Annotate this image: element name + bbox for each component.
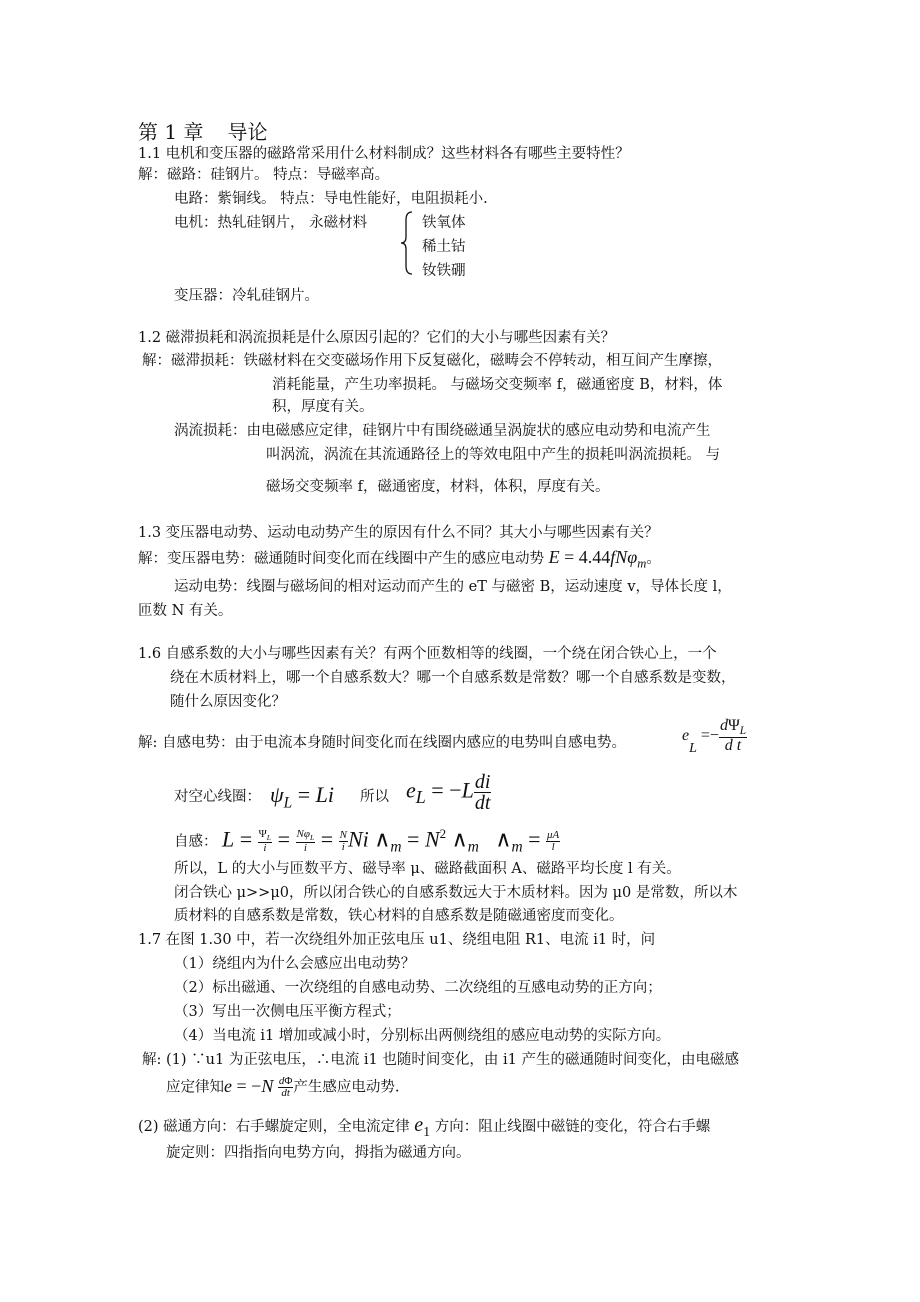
question-1-3: 1.3 变压器电动势、运动电动势产生的原因有什么不同？其大小与哪些因素有关？ — [138, 525, 659, 541]
q1-answer-line1: 解：磁路：硅钢片。 特点：导磁率高。 — [138, 167, 390, 183]
q2-answer-line: 消耗能量，产生功率损耗。 与磁场交变频率 f，磁通密度 B，材料，体 — [272, 377, 723, 393]
question-1-1: 1.1 电机和变压器的磁路常采用什么材料制成？这些材料各有哪些主要特性？ — [138, 146, 630, 162]
material-brace — [400, 210, 414, 276]
q6-answer-line6: 质材料的自感系数是常数，铁心材料的自感系数是随磁通密度而变化。 — [174, 908, 624, 924]
q6-answer-line2: 对空心线圈： — [174, 789, 261, 805]
q1-answer-line2: 电路：紫铜线。 特点：导电性能好，电阻损耗小. — [174, 191, 488, 207]
q2-answer-line: 解：磁滞损耗：铁磁材料在交变磁场作用下反复磁化，磁畴会不停转动，相互间产生摩擦， — [142, 353, 722, 369]
q7-item: （4）当电流 i1 增加或减小时，分别标出两侧绕组的感应电动势的实际方向。 — [174, 1028, 671, 1044]
q2-answer-line: 涡流损耗：由电磁感应定律，硅钢片中有围绕磁通呈涡旋状的感应电动势和电流产生 — [174, 423, 711, 439]
material-item: 稀土钴 — [422, 239, 466, 255]
inductance-formula: L = $\frac{\Psi_L}{i}$ = $\frac{N\varphi_L}{i}$ = $\frac{N}{i}$ Ni $\wedge_m = N^2$ $\wedge_m$ $\wedge_m$ = $\frac{\mu A}{l}$ — [222, 826, 560, 856]
q7-item: （1）绕组内为什么会感应出电动势？ — [174, 956, 416, 972]
q6-answer-line1: 解: 自感电势：由于电流本身随时间变化而在线圈内感应的电势叫自感电势。 — [138, 735, 626, 751]
el-formula: $e_L = -L$ $\frac{di}{dt}$ — [406, 771, 491, 814]
q7-answer-2-line2: 旋定则：四指指向电势方向，拇指为磁通方向。 — [166, 1145, 471, 1161]
chapter-name: 导论 — [227, 120, 268, 144]
e1-symbol: $e_1$ — [414, 1114, 431, 1140]
q3-answer-line3: 匝数 N 有关。 — [138, 603, 233, 619]
q6-therefore: 所以 — [360, 789, 389, 805]
self-emf-formula: $e_L$ =− $\frac{d\Psi_L}{\text{d t}}$ — [682, 717, 746, 757]
material-item: 钕铁硼 — [422, 263, 466, 279]
q6-answer-line5: 闭合铁心 μ>>μ0，所以闭合铁心的自感系数远大于木质材料。因为 μ0 是常数，所以木 — [174, 885, 738, 901]
q7-item: （2）标出磁通、一次绕组的自感电动势、二次绕组的互感电动势的正方向； — [174, 980, 662, 996]
q7-item: （3）写出一次侧电压平衡方程式； — [174, 1004, 401, 1020]
q2-answer-line: 叫涡流，涡流在其流通路径上的等效电阻中产生的损耗叫涡流损耗。 与 — [266, 447, 721, 463]
q2-answer-line: 磁场交变频率 f，磁通密度，材料，体积，厚度有关。 — [266, 479, 610, 495]
q7-answer-1-line2: 应定律知e = −N $\frac{d\Phi}{dt}$ 产生感应电动势. — [166, 1075, 400, 1099]
question-1-6-line: 绕在木质材料上，哪一个自感系数大？哪一个自感系数是常数？哪一个自感系数是变数， — [170, 670, 736, 686]
chapter-number: 第 1 章 — [138, 120, 204, 144]
question-1-6-line: 1.6 自感系数的大小与哪些因素有关？有两个匝数相等的线圈，一个绕在闭合铁心上，一个 — [138, 646, 717, 662]
question-1-7: 1.7 在图 1.30 中，若一次绕组外加正弦电压 u1、绕组电阻 R1、电流 i1 时，问 — [138, 932, 656, 948]
q7-answer-2-line1: (2) 磁通方向：右手螺旋定则，全电流定律 $e_1$ 方向：阻止线圈中磁链的变化，符合右手螺 — [138, 1114, 711, 1140]
q1-answer-line3: 电机：热轧硅钢片， 永磁材料 — [174, 215, 368, 231]
emf-formula: E = 4.44fNφ$_m$ — [548, 547, 647, 571]
q2-answer-line: 积，厚度有关。 — [272, 399, 374, 415]
chapter-title — [138, 116, 267, 145]
q6-answer-line3: 自感： — [174, 834, 218, 850]
q7-answer-1-line1: 解: (1) ∵u1 为正弦电压，∴电流 i1 也随时间变化，由 i1 产生的磁通随时间变化，由电磁感 — [142, 1052, 739, 1068]
q1-answer-line4: 变压器：冷轧硅钢片。 — [174, 288, 319, 304]
q3-answer-line1: 解：变压器电势：磁通随时间变化而在线圈中产生的感应电动势 E = 4.44fNφ$_m$。 — [138, 547, 661, 571]
q6-answer-line4: 所以，L 的大小与匝数平方、磁导率 μ、磁路截面积 A、磁路平均长度 l 有关。 — [174, 861, 681, 877]
q3-answer-line2: 运动电势：线圈与磁场间的相对运动而产生的 eT 与磁密 B，运动速度 v，导体长度 l， — [174, 579, 732, 595]
faraday-formula: e = −N $\frac{d\Phi}{dt}$ — [224, 1075, 293, 1099]
psi-formula: $\psi_L = Li$ — [270, 782, 335, 812]
question-1-2: 1.2 磁滞损耗和涡流损耗是什么原因引起的？它们的大小与哪些因素有关？ — [138, 330, 616, 346]
material-item: 铁氧体 — [422, 215, 466, 231]
question-1-6-line: 随什么原因变化？ — [170, 694, 286, 710]
